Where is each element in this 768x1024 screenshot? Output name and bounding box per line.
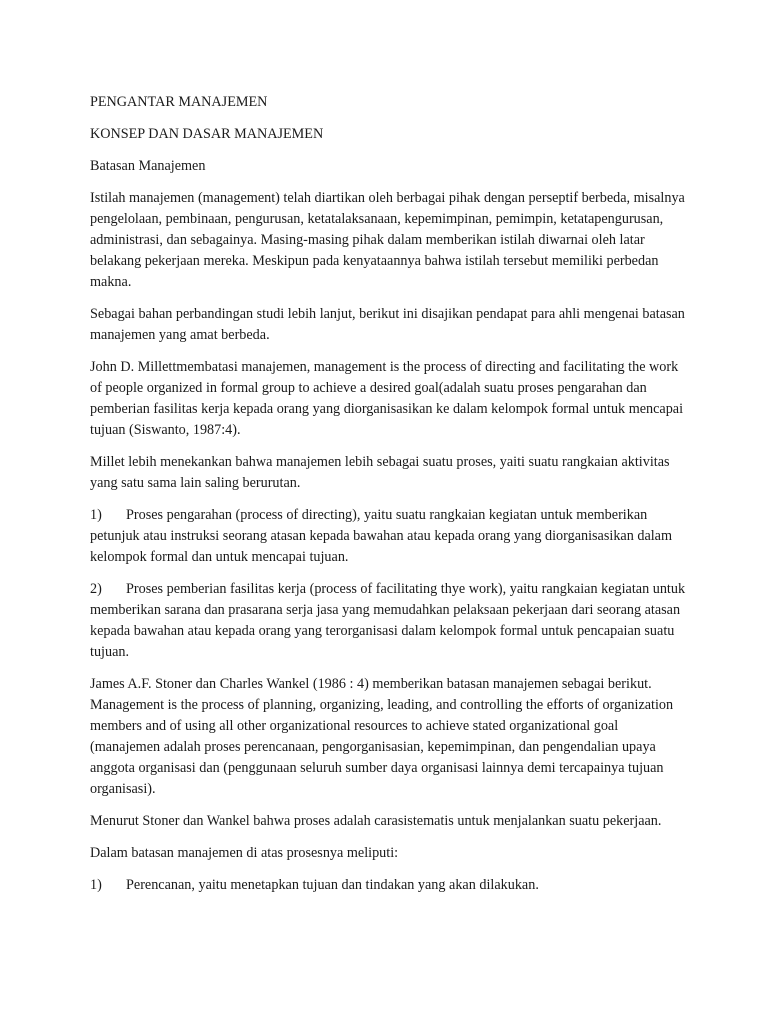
- paragraph: John D. Millettmembatasi manajemen, management is the process of directing and facilitating the work of people organized in formal group to achieve a desired goal(adalah suatu proses pengarahan dan pemberian fasilitas kerja kepada orang yang diorganisasikan ke dalam kelompok formal untuk mencapai tujuan (Siswanto, 1987:4).: [90, 359, 684, 438]
- list-text: Proses pengarahan (process of directing), yaitu suatu rangkaian kegiatan untuk memberikan petunjuk atau instruksi seorang atasan kepada bawahan atau kepada orang yang diorganisasikan dalam kelompok formal dan untuk mencapai tujuan.: [90, 507, 673, 565]
- paragraph: Istilah manajemen (management) telah diartikan oleh berbagai pihak dengan perseptif berbeda, misalnya pengelolaan, pembinaan, pengurusan, ketatalaksanaan, kepemimpinan, pemimpin, ketatapengurusan, administrasi, dan sebagainya. Masing-masing pihak dalam memberikan istilah diwarnai oleh latar belakang pekerjaan mereka. Meskipun pada kenyataannya bahwa istilah tersebut memiliki perbedan makna.: [90, 190, 685, 290]
- chapter-heading: KONSEP DAN DASAR MANAJEMEN: [90, 126, 324, 142]
- paragraph: Dalam batasan manajemen di atas prosesnya meliputi:: [90, 845, 399, 861]
- paragraph: Sebagai bahan perbandingan studi lebih lanjut, berikut ini disajikan pendapat para ahli mengenai batasan manajemen yang amat berbeda.: [90, 306, 685, 343]
- document-body: [90, 92, 690, 907]
- list-text: Proses pemberian fasilitas kerja (process of facilitating thye work), yaitu rangkaian kegiatan untuk memberikan sarana dan prasarana serja jasa yang memudahkan pelaksaan pekerjaan dari seorang atasan kepada bawahan atau kepada orang yang terorganisasi dalam kelompok formal untuk pencapaian suatu tujuan.: [90, 581, 686, 660]
- list-number: 1): [90, 877, 102, 893]
- list-number: 1): [90, 507, 102, 523]
- section-heading: Batasan Manajemen: [90, 158, 206, 174]
- document-title: PENGANTAR MANAJEMEN: [90, 94, 268, 110]
- list-item: [90, 505, 690, 568]
- list-item: [90, 875, 690, 896]
- paragraph: James A.F. Stoner dan Charles Wankel (1986 : 4) memberikan batasan manajemen sebagai berikut. Management is the process of planning, organizing, leading, and controlling the efforts of organization members and of using all other organizational resources to achieve stated organizational goal (manajemen adalah proses perencanaan, pengorganisasian, kepemimpinan, dan pengendalian upaya anggota organisasi dan (penggunaan seluruh sumber daya organisasi lainnya demi tercapainya tujuan organisasi).: [90, 676, 674, 797]
- list-number: 2): [90, 581, 102, 597]
- list-text: Perencanan, yaitu menetapkan tujuan dan tindakan yang akan dilakukan.: [126, 877, 539, 893]
- list-item: [90, 579, 690, 663]
- paragraph: Menurut Stoner dan Wankel bahwa proses adalah carasistematis untuk menjalankan suatu pekerjaan.: [90, 813, 662, 829]
- paragraph: Millet lebih menekankan bahwa manajemen lebih sebagai suatu proses, yaiti suatu rangkaian aktivitas yang satu sama lain saling berurutan.: [90, 454, 670, 491]
